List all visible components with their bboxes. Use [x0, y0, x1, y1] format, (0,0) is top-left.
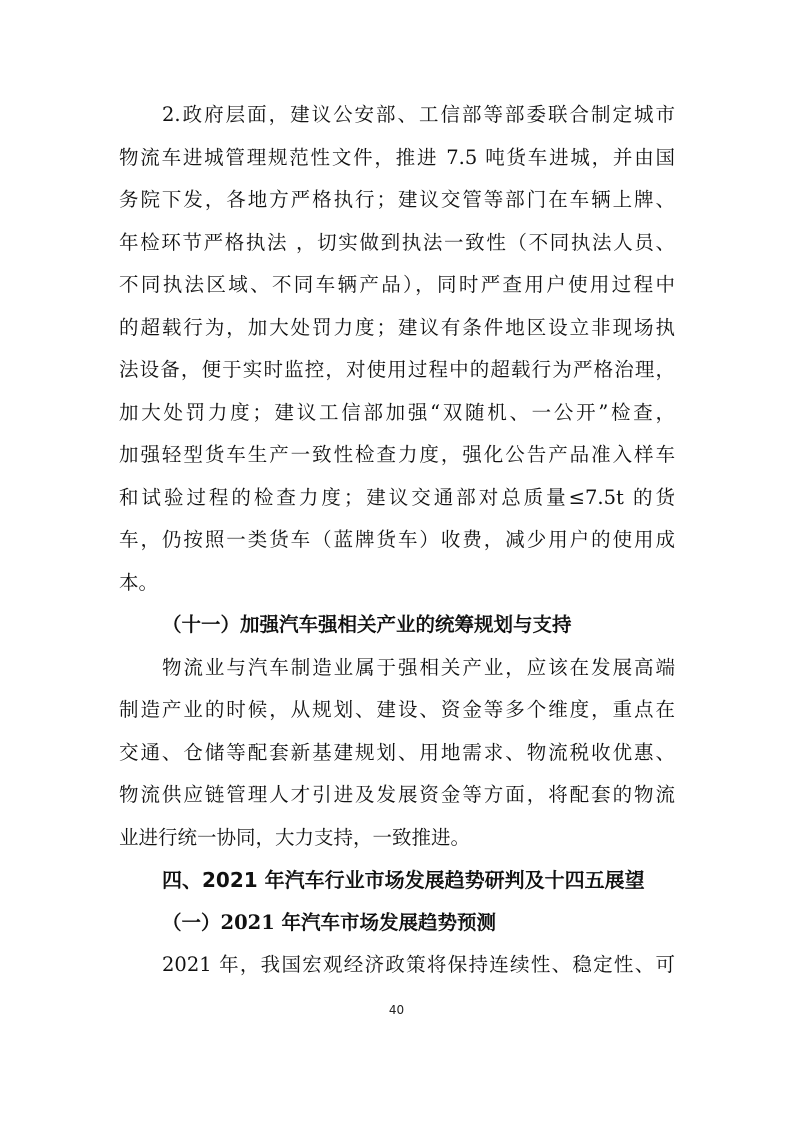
- text-line: 车，仍按照一类货车（蓝牌货车）收费，减少用户的使用成: [119, 528, 675, 551]
- text-line: 本。: [119, 571, 159, 594]
- text-line: 2021 年，我国宏观经济政策将保持连续性、稳定性、可: [162, 953, 675, 976]
- text-line: 加大处罚力度；建议工信部加强“双随机、一公开”检查，: [119, 401, 675, 424]
- text-line: 交通、仓储等配套新基建规划、用地需求、物流税收优惠、: [119, 741, 675, 764]
- text-line: 法设备，便于实时监控，对使用过程中的超载行为严格治理，: [119, 358, 675, 381]
- text-line: 务院下发，各地方严格执行；建议交管等部门在车辆上牌、: [119, 188, 675, 211]
- text-line: 2.政府层面，建议公安部、工信部等部委联合制定城市: [162, 103, 675, 126]
- text-line: 业进行统一协同，大力支持，一致推进。: [119, 826, 471, 849]
- text-line: 制造产业的时候，从规划、建设、资金等多个维度，重点在: [119, 698, 675, 721]
- text-line: 的超载行为，加大处罚力度；建议有条件地区设立非现场执: [119, 316, 675, 339]
- text-line: 物流车进城管理规范性文件，推进 7.5 吨货车进城，并由国: [119, 146, 675, 169]
- text-line: 不同执法区域、不同车辆产品），同时严查用户使用过程中: [119, 273, 675, 296]
- text-line: 物流供应链管理人才引进及发展资金等方面，将配套的物流: [119, 783, 675, 806]
- text-line: 和试验过程的检查力度；建议交通部对总质量≤7.5t 的货: [119, 486, 675, 509]
- section-heading: （十一）加强汽车强相关产业的统筹规划与支持: [162, 613, 572, 636]
- subsection-heading: （一）2021 年汽车市场发展趋势预测: [162, 911, 497, 934]
- text-line: 物流业与汽车制造业属于强相关产业，应该在发展高端: [162, 656, 675, 679]
- text-line: 年检环节严格执法 ，切实做到执法一致性（不同执法人员、: [119, 231, 675, 254]
- page-number: 40: [388, 1003, 405, 1017]
- chapter-heading: 四、2021 年汽车行业市场发展趋势研判及十四五展望: [162, 868, 645, 892]
- text-line: 加强轻型货车生产一致性检查力度，强化公告产品准入样车: [119, 443, 675, 466]
